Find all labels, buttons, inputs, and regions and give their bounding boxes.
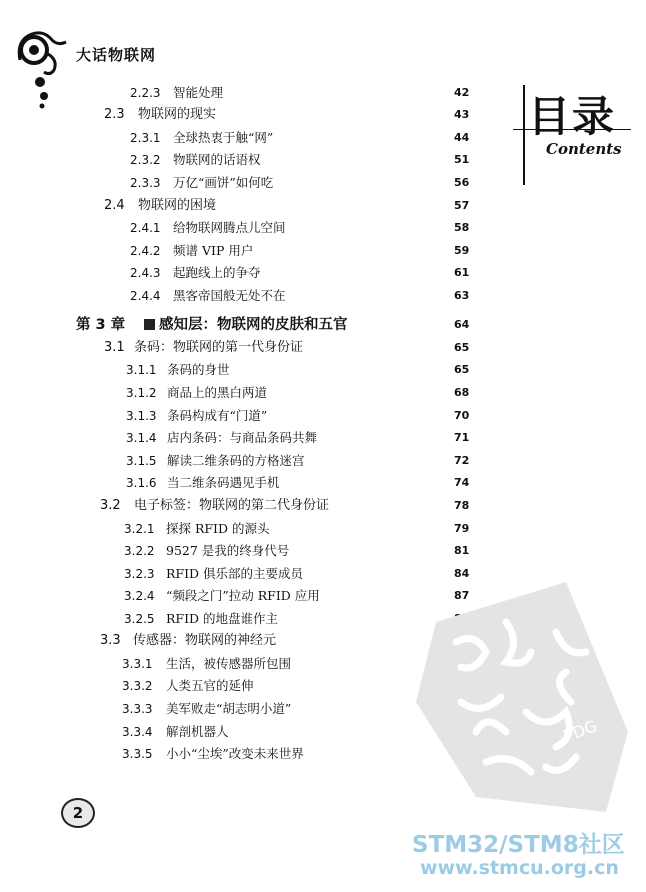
entry-page: 74	[454, 476, 470, 489]
toc-subheading: Contents	[546, 140, 622, 158]
entry-title: 解剖机器人	[166, 724, 229, 739]
entry-title: 人类五官的延伸	[166, 678, 254, 693]
entry-title: 店内条码：与商品条码共舞	[167, 430, 318, 445]
entry-page: 87	[454, 589, 470, 602]
entry-title: 解读二维条码的方格迷宫	[167, 453, 305, 468]
entry-number: 3.2.2	[124, 544, 155, 558]
entry-title: 条码：物联网的第一代身份证	[134, 340, 304, 355]
entry-number: 3.3.2	[122, 679, 153, 693]
entry-title: RFID 俱乐部的主要成员	[166, 566, 304, 581]
toc-heading: 目录	[528, 92, 617, 141]
entry-number: 3.1.3	[126, 409, 157, 423]
entry-number: 2.4.1	[130, 221, 161, 235]
entry-page: 51	[454, 153, 470, 166]
dragon-logo-icon	[14, 30, 76, 112]
chapter-number: 第 3 章	[76, 317, 126, 333]
entry-number: 3.1.2	[126, 386, 157, 400]
entry-number: 3.2	[100, 498, 121, 513]
entry-number: 2.2.3	[130, 86, 161, 100]
seal-watermark	[416, 582, 628, 812]
entry-title: 商品上的黑白两道	[167, 385, 268, 400]
entry-number: 3.3.5	[122, 747, 153, 761]
site-url: www.stmcu.org.cn	[420, 857, 619, 879]
entry-page: 64	[454, 318, 470, 331]
entry-number: 2.4	[104, 198, 125, 213]
entry-page: 84	[454, 567, 470, 580]
entry-page: 43	[454, 108, 470, 121]
entry-number: 3.1.6	[126, 476, 157, 490]
entry-title: 物联网的现实	[138, 107, 217, 122]
entry-page: 56	[454, 176, 470, 189]
entry-page: 61	[454, 266, 470, 279]
entry-title: 智能处理	[173, 85, 224, 100]
entry-title: 传感器：物联网的神经元	[133, 633, 277, 648]
entry-number: 3.3.4	[122, 725, 153, 739]
heading-divider-vertical	[523, 85, 525, 185]
entry-number: 3.2.1	[124, 522, 155, 536]
entry-title: 给物联网腾点儿空间	[173, 220, 286, 235]
entry-page: 58	[454, 221, 470, 234]
chapter-title-wrap	[140, 314, 348, 336]
entry-number: 2.3.1	[130, 131, 161, 145]
chapter-bullet-icon	[144, 319, 155, 330]
entry-number: 2.3.3	[130, 176, 161, 190]
entry-number: 3.2.4	[124, 589, 155, 603]
entry-page: 57	[454, 199, 470, 212]
entry-page: 72	[454, 454, 470, 467]
entry-title: 黑客帝国般无处不在	[173, 288, 286, 303]
entry-page: 79	[454, 522, 470, 535]
entry-page: 59	[454, 244, 470, 257]
entry-title: 小小“尘埃”改变未来世界	[166, 746, 304, 761]
entry-title: 美军败走“胡志明小道”	[166, 701, 292, 716]
entry-title: 9527 是我的终身代号	[166, 543, 290, 558]
entry-title: RFID 的地盘谁作主	[166, 611, 279, 626]
entry-page: 81	[454, 544, 470, 557]
entry-number: 2.4.2	[130, 244, 161, 258]
entry-title: 物联网的困境	[138, 198, 217, 213]
page-number: 2	[61, 798, 95, 828]
entry-title: 万亿“画饼”如何吃	[173, 175, 274, 190]
entry-number: 2.4.3	[130, 266, 161, 280]
entry-number: 2.3.2	[130, 153, 161, 167]
site-watermark	[412, 826, 625, 879]
entry-title: 当二维条码遇见手机	[167, 475, 280, 490]
entry-title: “频段之门”拉动 RFID 应用	[166, 588, 320, 603]
entry-number: 3.1	[104, 340, 125, 355]
entry-title: 物联网的话语权	[173, 152, 261, 167]
entry-number: 3.2.5	[124, 612, 155, 626]
entry-title: 条码构成有“门道”	[167, 408, 268, 423]
entry-title: 条码的身世	[167, 362, 230, 377]
entry-page: 71	[454, 431, 470, 444]
entry-number: 3.3	[100, 633, 121, 648]
entry-page: 78	[454, 499, 470, 512]
entry-page: 70	[454, 409, 470, 422]
entry-title: 电子标签：物联网的第二代身份证	[134, 498, 330, 513]
entry-title: 频谱 VIP 用户	[173, 243, 254, 258]
entry-title: 全球热衷于触“网”	[173, 130, 274, 145]
entry-page: 44	[454, 131, 470, 144]
entry-title: 探探 RFID 的源头	[166, 521, 270, 536]
chapter-title: 感知层：物联网的皮肤和五官	[159, 317, 348, 333]
entry-number: 3.3.1	[122, 657, 153, 671]
entry-page: 68	[454, 386, 470, 399]
site-name: STM32/STM8社区	[412, 832, 625, 858]
entry-title: 生活，被传感器所包围	[166, 656, 292, 671]
watermark-text: PDG	[560, 716, 600, 746]
entry-page: 65	[454, 341, 470, 354]
entry-page: 42	[454, 86, 470, 99]
entry-page: 63	[454, 289, 470, 302]
entry-number: 3.3.3	[122, 702, 153, 716]
entry-number: 3.1.1	[126, 363, 157, 377]
book-title: 大话物联网	[76, 46, 157, 64]
entry-number: 3.2.3	[124, 567, 155, 581]
entry-number: 2.3	[104, 107, 125, 122]
entry-number: 2.4.4	[130, 289, 161, 303]
entry-number: 3.1.5	[126, 454, 157, 468]
entry-page: 65	[454, 363, 470, 376]
entry-number: 3.1.4	[126, 431, 157, 445]
entry-title: 起跑线上的争夺	[173, 265, 261, 280]
